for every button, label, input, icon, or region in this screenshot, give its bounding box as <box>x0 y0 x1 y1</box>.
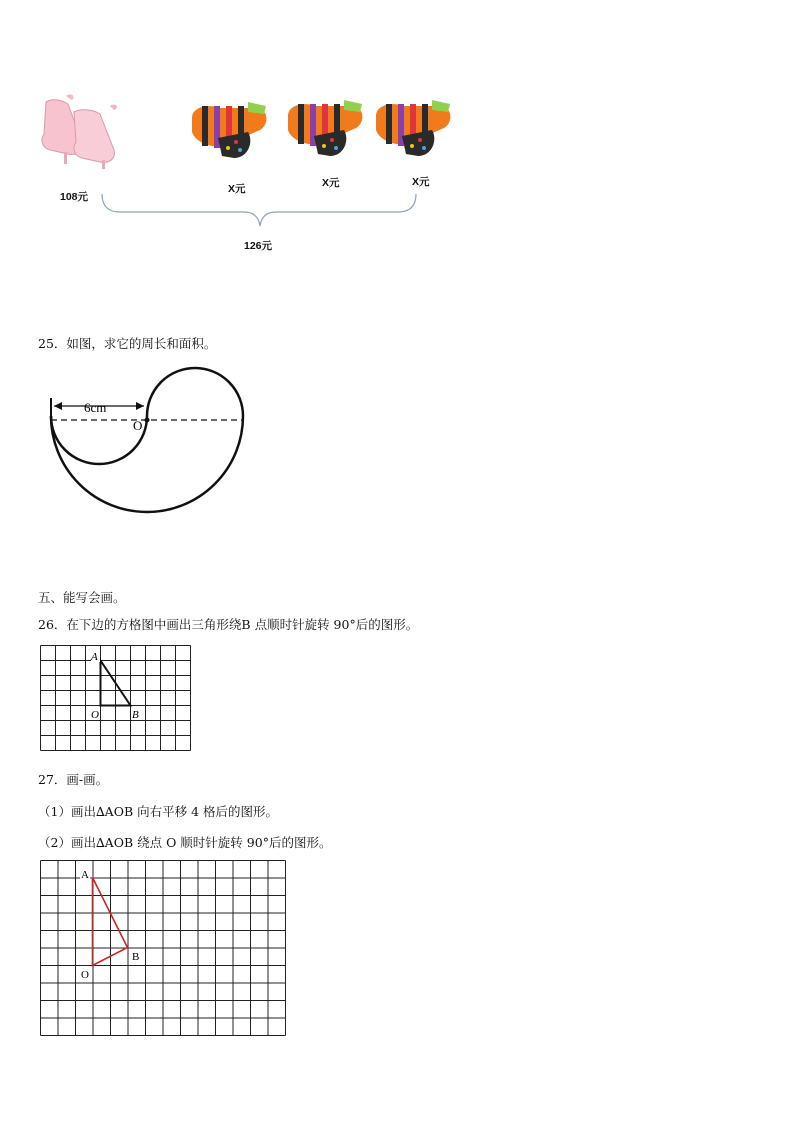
q27-title: 27．画-画。 <box>38 772 109 787</box>
sock-image-2 <box>284 96 366 160</box>
q27-label-b: B <box>132 951 140 963</box>
q27-grid <box>40 860 288 1038</box>
q27-sub2: （2）画出∆AOB 绕点 O 顺时针旋转 90°后的图形。 <box>38 835 332 850</box>
q26-label-a: A <box>91 651 98 663</box>
q27-label-o: O <box>81 969 89 981</box>
shoe-price: 108元 <box>60 191 89 203</box>
q27-sub1: （1）画出∆AOB 向右平移 4 格后的图形。 <box>38 804 279 819</box>
q26-label-b: B <box>132 709 139 721</box>
q27-label-a: A <box>81 869 89 881</box>
q26-grid <box>40 645 193 753</box>
q26-label-o: O <box>91 709 99 721</box>
q25-figure <box>40 358 250 518</box>
sock-image-3 <box>372 96 454 160</box>
total-brace <box>98 192 422 232</box>
shoes-image <box>38 90 128 170</box>
q25-length-label: 6cm <box>84 400 107 415</box>
q25-center-label: O <box>133 418 143 433</box>
sock-price-2: X元 <box>322 177 340 189</box>
q26-text: 26．在下边的方格图中画出三角形绕B 点顺时针旋转 90°后的图形。 <box>38 617 419 632</box>
total-price: 126元 <box>244 240 273 252</box>
sock-price-1: X元 <box>228 183 246 195</box>
sock-price-3: X元 <box>412 176 430 188</box>
sock-image-1 <box>188 98 270 162</box>
section5-title: 五、能写会画。 <box>38 590 126 605</box>
q25-text: 25．如图，求它的周长和面积。 <box>38 336 217 351</box>
q25-center-point <box>145 418 150 423</box>
